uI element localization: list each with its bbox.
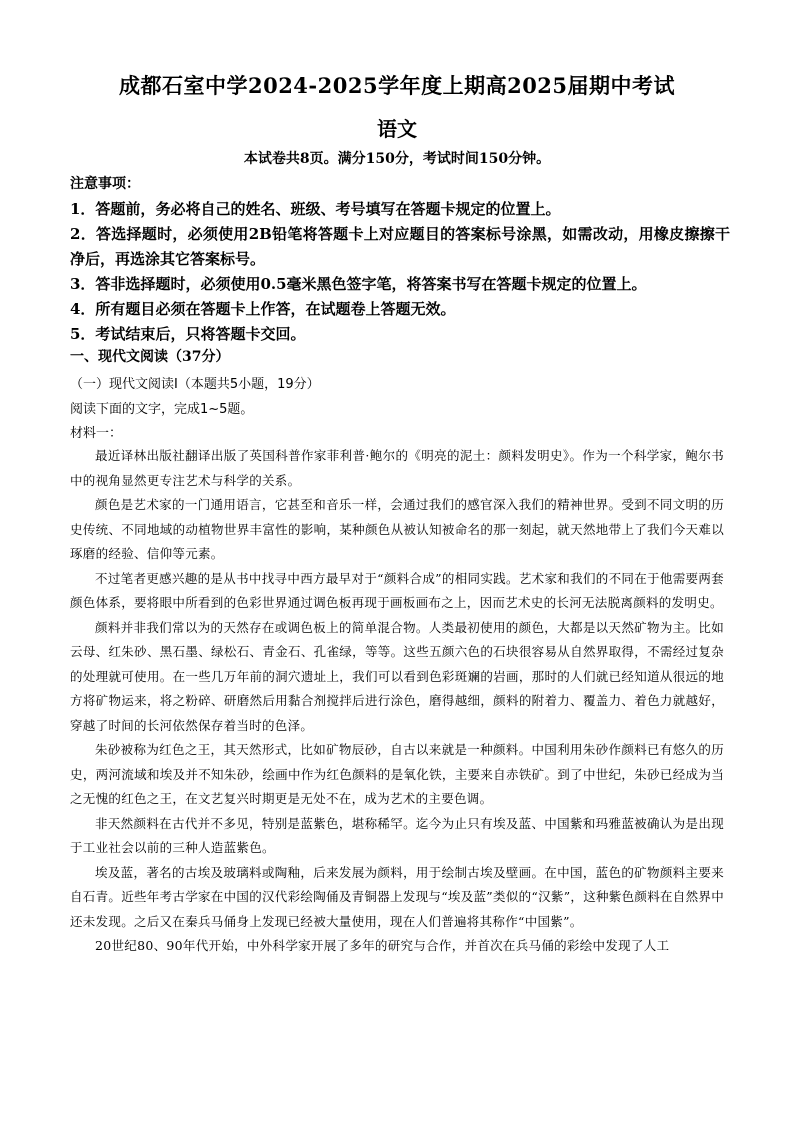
exam-title: 成都石室中学2024-2025学年度上期高2025届期中考试 [118,73,676,98]
passage-paragraph-2: 颜色是艺术家的一门通用语言，它甚至和音乐一样，会通过我们的感官深入我们的精神世界。受到不同文明的历史传统、不同地域的动植物世界丰富性的影响，某种颜色从被认知被命名的那一刻起，就天然地带上了我们今天难以琢磨的经验、信仰等元素。 [70,497,724,561]
note-item-2: 2．答选择题时，必须使用2B铅笔将答题卡上对应题目的答案标号涂黑，如需改动，用橡皮擦擦干净后，再选涂其它答案标号。 [70,225,730,268]
note-item-5: 5．考试结束后，只将答题卡交回。 [70,325,306,343]
passage-paragraph-4: 颜料并非我们常以为的天然存在或调色板上的简单混合物。人类最初使用的颜色，大都是以天然矿物为主。比如云母、红朱砂、黑石墨、绿松石、青金石、孔雀绿，等等。这些五颜六色的石块很容易从自然界取得，不需经过复杂的处理就可使用。在一些几万年前的洞穴遗址上，我们可以看到色彩斑斓的岩画，那时的人们就已经知道从很远的地方将矿物运来，将之粉碎、研磨然后用黏合剂搅拌后进行涂色，磨得越细，颜料的附着力、覆盖力、着色力就越好，穿越了时间的长河依然保存着当时的色泽。 [70,619,724,733]
passage-paragraph-7: 埃及蓝，著名的古埃及玻璃料或陶釉，后来发展为颜料，用于绘制古埃及壁画。在中国，蓝色的矿物颜料主要来自石青。近些年考古学家在中国的汉代彩绘陶俑及青铜器上发现与“埃及蓝”类似的“汉紫”，这种紫色颜料在自然界中还未发现。之后又在秦兵马俑身上发现已经被大量使用，现在人们普遍将其称作“中国紫”。 [70,864,724,929]
passage-paragraph-8: 20世纪80、90年代开始，中外科学家开展了多年的研究与合作，并首次在兵马俑的彩绘中发现了人工 [95,938,670,953]
passage-paragraph-5: 朱砂被称为红色之王，其天然形式，比如矿物辰砂，自古以来就是一种颜料。中国利用朱砂作颜料已有悠久的历史，两河流域和埃及并不知朱砂，绘画中作为红色颜料的是氧化铁，主要来自赤铁矿。到了中世纪，朱砂已经成为当之无愧的红色之王，在文艺复兴时期更是无处不在，成为艺术的主要色调。 [70,742,724,806]
passage-paragraph-3: 不过笔者更感兴趣的是从书中找寻中西方最早对于“颜料合成”的相同实践。艺术家和我们的不同在于他需要两套颜色体系，要将眼中所看到的色彩世界通过调色板再现于画板画布之上，因而艺术史的长河无法脱离颜料的发明史。 [70,570,724,610]
reading-instruction: 阅读下面的文字，完成1~5题。 [70,402,254,417]
material-label: 材料一： [70,426,123,441]
note-item-3: 3．答非选择题时，必须使用0.5毫米黑色签字笔，将答案书写在答题卡规定的位置上。 [70,275,647,293]
note-item-1: 1．答题前，务必将自己的姓名、班级、考号填写在答题卡规定的位置上。 [70,200,561,218]
passage-paragraph-1: 最近译林出版社翻译出版了英国科普作家菲利普·鲍尔的《明亮的泥土：颜料发明史》。作为一个科学家，鲍尔书中的视角显然更专注艺术与科学的关系。 [70,448,724,488]
passage-paragraph-6: 非天然颜料在古代并不多见，特别是蓝紫色，堪称稀罕。迄今为止只有埃及蓝、中国紫和玛雅蓝被确认为是出现于工业社会以前的三种人造蓝紫色。 [70,815,724,855]
exam-info: 本试卷共8页。满分150分，考试时间150分钟。 [243,151,551,167]
notes-heading: 注意事项： [70,176,140,192]
notes-block [70,172,730,347]
note-item-4: 4．所有题目必须在答题卡上作答，在试题卷上答题无效。 [70,300,456,318]
section-heading: 一、现代文阅读（37分） [70,349,230,365]
reading-passage [70,444,724,959]
subsection-heading: （一）现代文阅读Ⅰ（本题共5小题，19分） [70,377,320,392]
subject-title: 语文 [377,117,417,141]
